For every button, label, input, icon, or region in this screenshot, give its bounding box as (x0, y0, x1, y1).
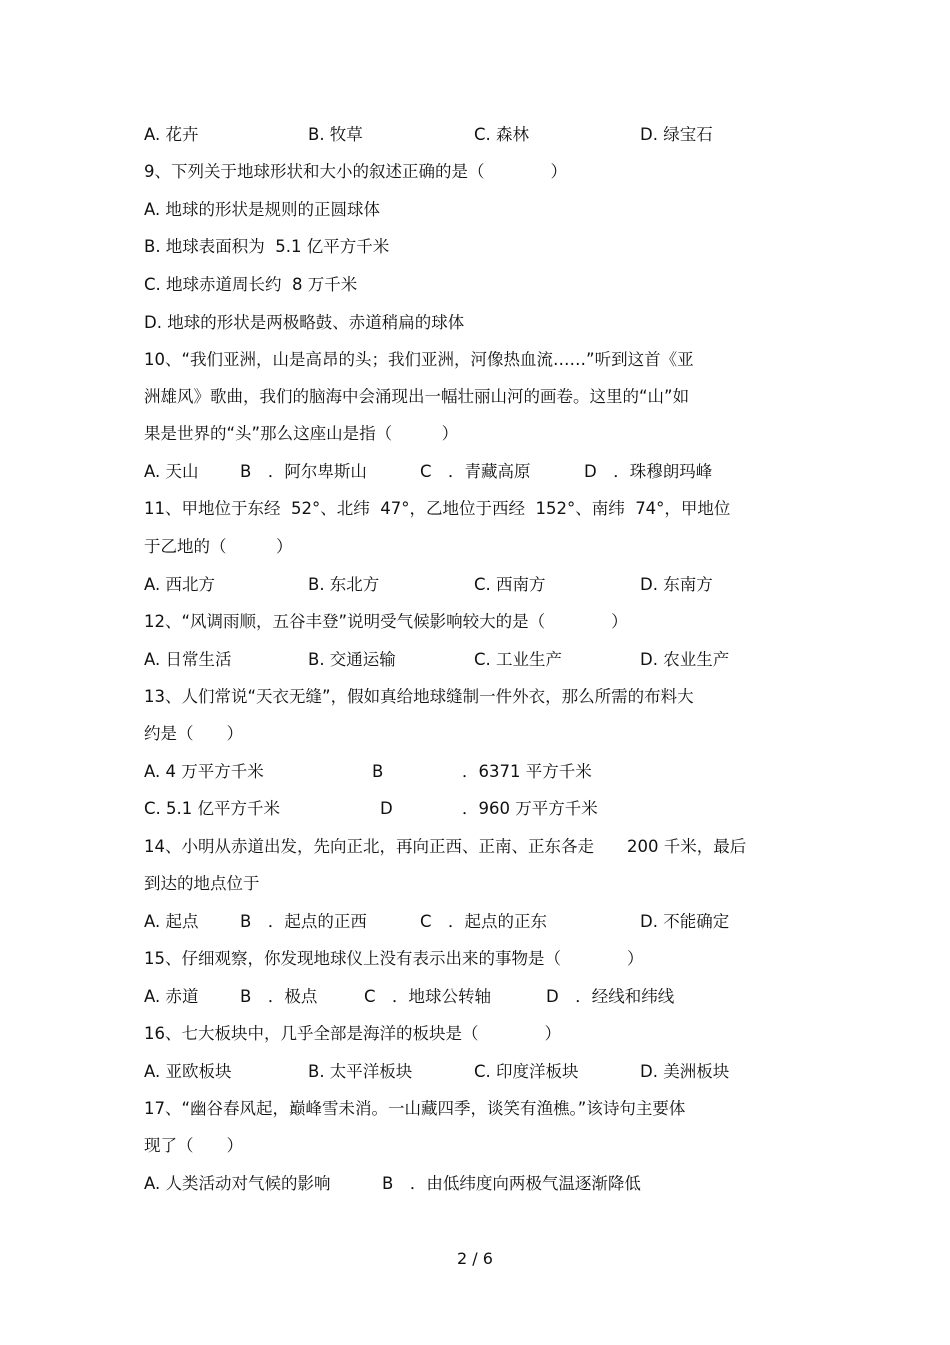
q15-option-a: A. 赤道 (144, 987, 199, 1006)
q10-option-c: C ．青藏高原 (420, 462, 531, 481)
q14-option-d: D. 不能确定 (640, 912, 730, 931)
q17-option-b: B ．由低纬度向两极气温逐渐降低 (382, 1174, 641, 1193)
q13-option-b-letter: B (372, 762, 384, 781)
q11-stem-line-1: 11、甲地位于东经 52°、北纬 47°，乙地位于西经 152°、南纬 74°，甲地位 (144, 499, 731, 518)
q12-stem: 12、“风调雨顺，五谷丰登”说明受气候影响较大的是（ ） (144, 612, 628, 631)
q9-stem: 9、下列关于地球形状和大小的叙述正确的是（ ） (144, 162, 567, 181)
page-number: 2 / 6 (457, 1249, 493, 1268)
q14-stem-line-2: 到达的地点位于 (144, 874, 260, 893)
q14-stem-line-1: 14、小明从赤道出发，先向正北，再向正西、正南、正东各走 200 千米，最后 (144, 837, 747, 856)
q13-option-d-letter: D (380, 799, 393, 818)
q17-stem-line-1: 17、“幽谷春风起，巅峰雪未消。一山藏四季，谈笑有渔樵。”该诗句主要体 (144, 1099, 686, 1118)
q15-option-c: C ．地球公转轴 (364, 987, 492, 1006)
q10-option-a: A. 天山 (144, 462, 199, 481)
q8-option-a: A. 花卉 (144, 125, 199, 144)
q10-stem-line-2: 洲雄风》歌曲，我们的脑海中会涌现出一幅壮丽山河的画卷。这里的“山”如 (144, 387, 690, 406)
q14-option-a: A. 起点 (144, 912, 199, 931)
q10-option-b: B ．阿尔卑斯山 (240, 462, 367, 481)
q12-option-d: D. 农业生产 (640, 650, 730, 669)
q15-stem: 15、仔细观察，你发现地球仪上没有表示出来的事物是（ ） (144, 949, 644, 968)
q14-option-c: C ．起点的正东 (420, 912, 548, 931)
q9-option-b: B. 地球表面积为 5.1 亿平方千米 (144, 237, 390, 256)
q9-option-a: A. 地球的形状是规则的正圆球体 (144, 200, 380, 219)
q11-option-b: B. 东北方 (308, 575, 380, 594)
q10-stem-line-3: 果是世界的“头”那么这座山是指（ ） (144, 424, 459, 443)
q8-option-b: B. 牧草 (308, 125, 363, 144)
q12-option-a: A. 日常生活 (144, 650, 232, 669)
q16-option-b: B. 太平洋板块 (308, 1062, 413, 1081)
q17-option-a: A. 人类活动对气候的影响 (144, 1174, 331, 1193)
q15-option-d: D ．经线和纬线 (546, 987, 675, 1006)
q12-option-b: B. 交通运输 (308, 650, 396, 669)
q13-option-a: A. 4 万平方千米 (144, 762, 264, 781)
q13-option-d: ．960 万平方千米 (462, 799, 598, 818)
q13-stem-line-2: 约是（ ） (144, 724, 243, 743)
q11-option-a: A. 西北方 (144, 575, 215, 594)
q10-stem-line-1: 10、“我们亚洲，山是高昂的头；我们亚洲，河像热血流……”听到这首《亚 (144, 350, 694, 369)
q16-option-c: C. 印度洋板块 (474, 1062, 579, 1081)
q8-option-d: D. 绿宝石 (640, 125, 713, 144)
q10-option-d: D ．珠穆朗玛峰 (584, 462, 713, 481)
q16-option-d: D. 美洲板块 (640, 1062, 730, 1081)
q16-stem: 16、七大板块中，几乎全部是海洋的板块是（ ） (144, 1024, 561, 1043)
q11-option-c: C. 西南方 (474, 575, 546, 594)
q15-option-b: B ．极点 (240, 987, 318, 1006)
q12-option-c: C. 工业生产 (474, 650, 563, 669)
q8-option-c: C. 森林 (474, 125, 530, 144)
q16-option-a: A. 亚欧板块 (144, 1062, 232, 1081)
q9-option-d: D. 地球的形状是两极略鼓、赤道稍扁的球体 (144, 313, 465, 332)
q14-option-b: B ．起点的正西 (240, 912, 367, 931)
q17-stem-line-2: 现了（ ） (144, 1136, 243, 1155)
q13-option-c: C. 5.1 亿平方千米 (144, 799, 280, 818)
q13-stem-line-1: 13、人们常说“天衣无缝”，假如真给地球缝制一件外衣，那么所需的布料大 (144, 687, 694, 706)
q9-option-c: C. 地球赤道周长约 8 万千米 (144, 275, 358, 294)
q13-option-b: ．6371 平方千米 (462, 762, 592, 781)
q11-stem-line-2: 于乙地的（ ） (144, 537, 293, 556)
q11-option-d: D. 东南方 (640, 575, 713, 594)
